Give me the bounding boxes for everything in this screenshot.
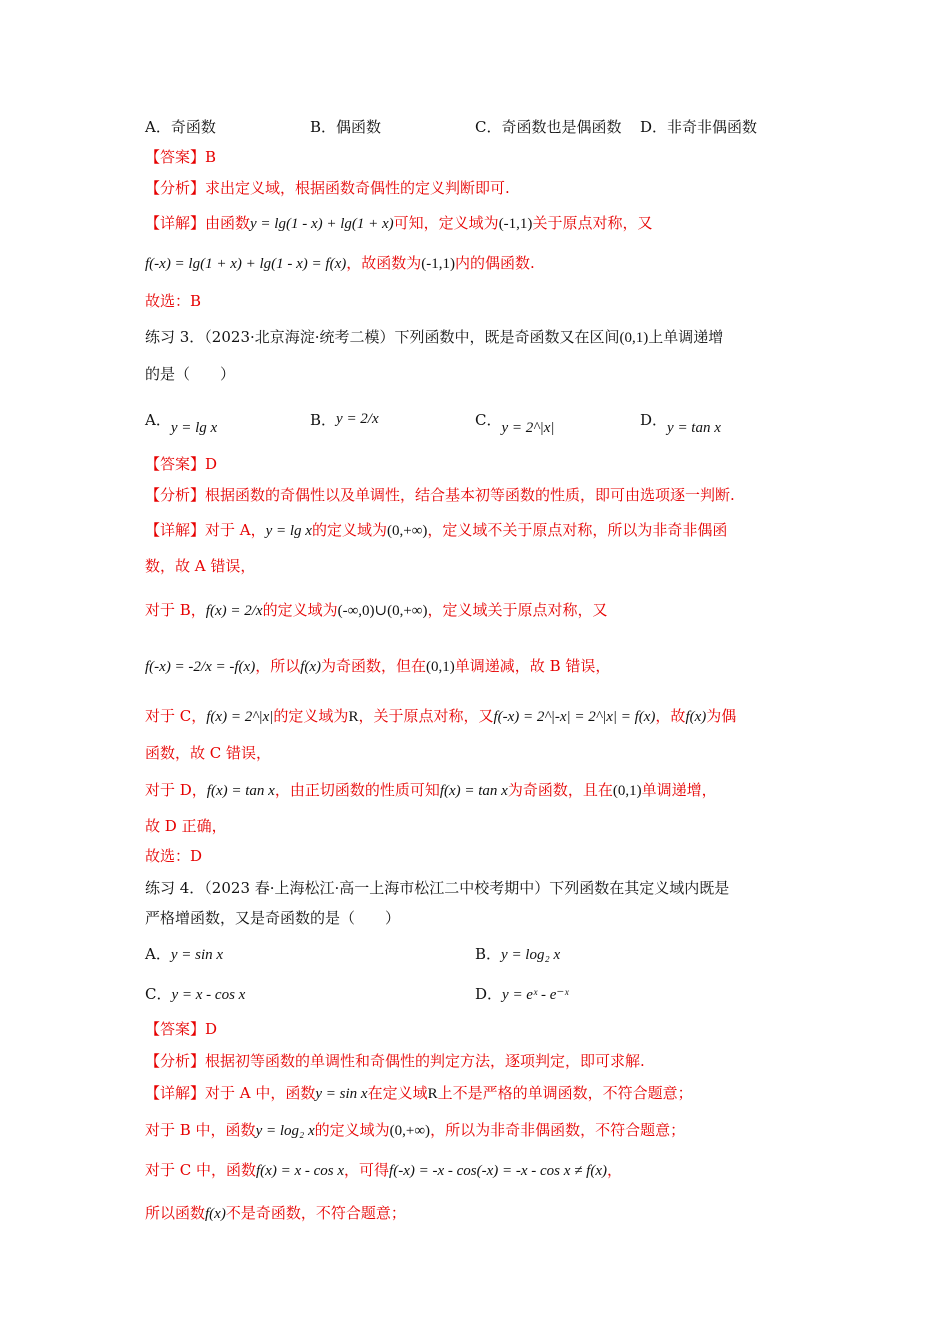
math-expression: y = sin x: [315, 1086, 368, 1102]
math-expression: f(x) = tan x: [206, 783, 275, 799]
math-expression: (0,1): [619, 330, 649, 346]
math-expression: y = sin x: [170, 947, 224, 963]
option-b: B．y = log₂ x: [475, 945, 561, 963]
math-expression: y = log₂ x: [501, 947, 561, 963]
math-expression: R: [348, 709, 359, 725]
math-expression: f(x) = tan x: [439, 783, 508, 799]
math-expression: (-∞,0)∪(0,+∞): [337, 603, 428, 619]
answer-line: 【答案】D: [145, 1020, 218, 1038]
option-c: C．y = x - cos x: [145, 985, 246, 1003]
option-b: B．y = 2/x: [310, 411, 379, 429]
math-expression: f(x): [300, 659, 322, 675]
math-expression: f(-x) = lg(1 + x) + lg(1 - x) = f(x): [145, 256, 347, 272]
math-expression: (0,+∞): [386, 523, 428, 539]
math-expression: f(x): [685, 709, 707, 725]
math-expression: y = lg(1 - x) + lg(1 + x): [250, 216, 394, 232]
math-expression: y = 2/x: [336, 411, 379, 427]
math-expression: y = x - cos x: [171, 987, 246, 1003]
analysis-line: 【分析】根据初等函数的单调性和奇偶性的判定方法，逐项判定，即可求解.: [145, 1052, 645, 1070]
analysis-line: 【分析】求出定义域，根据函数奇偶性的定义判断即可.: [145, 179, 510, 197]
option-c: C．奇函数也是偶函数: [475, 118, 622, 136]
math-expression: (0,1): [612, 783, 642, 799]
choose-line: 故选：B: [145, 292, 202, 310]
option-b: B．偶函数: [310, 118, 382, 136]
detail-line: 对于 B，f(x) = 2/x的定义域为(-∞,0)∪(0,+∞)，定义域关于原点对称，又: [145, 601, 608, 619]
detail-line: 【详解】由函数y = lg(1 - x) + lg(1 + x)可知，定义域为(-1,1)关于原点对称，又: [145, 214, 653, 232]
math-expression: f(-x) = -2/x = -f(x): [145, 659, 256, 675]
detail-line: 对于 C，f(x) = 2^|x|的定义域为R，关于原点对称，又f(-x) = 2^|-x| = 2^|x| = f(x)，故f(x)为偶: [145, 707, 737, 725]
option-d: D．非奇非偶函数: [640, 118, 758, 136]
detail-line: f(-x) = -2/x = -f(x)，所以f(x)为奇函数，但在(0,1)单调递减，故 B 错误，: [145, 657, 611, 675]
detail-line: 【详解】对于 A，y = lg x的定义域为(0,+∞)，定义域不关于原点对称，所以为非奇非偶函: [145, 521, 728, 539]
math-expression: (-1,1): [498, 216, 533, 232]
option-a: A．y = sin x: [145, 945, 224, 963]
detail-line: 数，故 A 错误，: [145, 557, 256, 575]
detail-line: 所以函数f(x)不是奇函数，不符合题意；: [145, 1204, 406, 1222]
detail-line: 对于 C 中，函数f(x) = x - cos x，可得f(-x) = -x - cos(-x) = -x - cos x ≠ f(x)，: [145, 1161, 622, 1179]
detail-line: 对于 D，f(x) = tan x，由正切函数的性质可知f(x) = tan x为奇函数，且在(0,1)单调递增，: [145, 781, 717, 799]
question-stem: 严格增函数，又是奇函数的是（ ）: [145, 909, 401, 927]
detail-line: 【详解】对于 A 中，函数y = sin x在定义域R上不是严格的单调函数，不符合题意；: [145, 1084, 693, 1102]
math-expression: (0,+∞): [389, 1123, 431, 1139]
choose-line: 故选：D: [145, 847, 203, 865]
answer-line: 【答案】B: [145, 148, 217, 166]
math-expression: y = tan x: [667, 420, 721, 436]
math-expression: R: [427, 1086, 438, 1102]
math-expression: y = lg x: [265, 523, 312, 539]
math-expression: (0,1): [426, 659, 455, 675]
option-c: C．y = 2^|x|: [475, 411, 555, 436]
math-expression: y = 2^|x|: [501, 420, 555, 436]
option-d: D．y = eˣ - e⁻ˣ: [475, 985, 569, 1003]
math-expression: f(x) = 2/x: [205, 603, 263, 619]
math-expression: y = eˣ - e⁻ˣ: [502, 987, 569, 1003]
detail-line: 故 D 正确，: [145, 817, 227, 835]
analysis-line: 【分析】根据函数的奇偶性以及单调性，结合基本初等函数的性质，即可由选项逐一判断.: [145, 486, 735, 504]
option-a: A．奇函数: [145, 118, 216, 136]
question-stem: 练习 3．（2023·北京海淀·统考二模）下列函数中，既是奇函数又在区间(0,1)上单调递增: [145, 328, 724, 346]
math-expression: (-1,1): [421, 256, 456, 272]
math-expression: y = lg x: [170, 420, 218, 436]
option-a: A．y = lg x: [145, 411, 218, 436]
question-stem: 的是（ ）: [145, 365, 236, 383]
option-d: D．y = tan x: [640, 411, 721, 436]
math-expression: f(-x) = 2^|-x| = 2^|x| = f(x): [493, 709, 656, 725]
detail-line: 对于 B 中，函数y = log₂ x的定义域为(0,+∞)，所以为非奇非偶函数，不符合题意；: [145, 1121, 686, 1139]
math-expression: f(x): [205, 1206, 226, 1222]
math-expression: f(x) = 2^|x|: [206, 709, 274, 725]
math-expression: f(-x) = -x - cos(-x) = -x - cos x ≠ f(x): [389, 1163, 607, 1179]
answer-line: 【答案】D: [145, 455, 218, 473]
math-expression: f(x) = x - cos x: [256, 1163, 345, 1179]
math-expression: y = log₂ x: [255, 1123, 315, 1139]
detail-line: 函数，故 C 错误，: [145, 744, 272, 762]
detail-line: f(-x) = lg(1 + x) + lg(1 - x) = f(x)，故函数为(-1,1)内的偶函数.: [145, 254, 535, 272]
question-stem: 练习 4．（2023 春·上海松江·高一上海市松江二中校考期中）下列函数在其定义域内既是: [145, 879, 730, 897]
